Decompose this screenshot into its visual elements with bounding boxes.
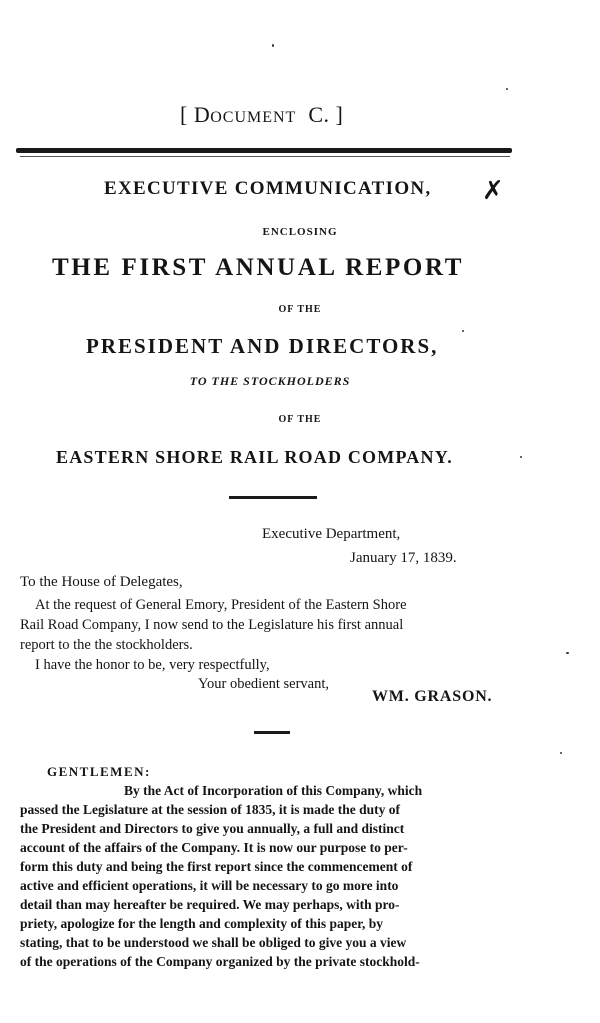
document-label [180,102,343,128]
scan-speck [272,44,274,47]
letter-line: Your obedient servant, [198,676,330,692]
report-line: form this duty and being the first report since the commencement of [20,859,413,874]
report-line: the President and Directors to give you annually, a full and distinct [20,821,405,836]
document-label-open: [ D [180,102,211,127]
report-line: of the operations of the Company organized by the private stockhold- [20,954,420,969]
report-line: passed the Legislature at the session of 1835, it is made the duty of [20,802,401,817]
report-line: stating, that to be understood we shall be obliged to give you a view [20,935,407,950]
letter-line: report to the the stockholders. [20,637,193,653]
letter-department: Executive Department, [262,526,401,542]
title-to-stockholders: TO THE STOCKHOLDERS [189,374,351,388]
scan-speck [520,456,522,458]
scan-speck [560,752,562,754]
document-label-close: C. ] [308,102,344,127]
handwritten-mark-icon: ✗ [482,176,504,206]
top-rule [16,148,512,153]
title-president-directors: PRESIDENT AND DIRECTORS, [86,334,439,358]
title-company-name: EASTERN SHORE RAIL ROAD COMPANY. [56,447,453,467]
report-line: By the Act of Incorporation of this Company, which [124,783,423,798]
report-greeting: GENTLEMEN: [47,764,151,779]
title-of-the-2: OF THE [278,414,322,425]
letter-line: Rail Road Company, I now send to the Legislature his first annual [20,617,404,633]
title-executive-communication: EXECUTIVE COMMUNICATION, [104,178,432,199]
scan-speck [566,652,569,654]
letter-date: January 17, 1839. [350,550,457,566]
report-line: detail than may hereafter be required. We may perhaps, with pro- [20,897,400,912]
top-rule-thin [20,156,510,157]
report-line: priety, apologize for the length and complexity of this paper, by [20,916,384,931]
title-enclosing: ENCLOSING [262,226,338,238]
section-divider-1 [229,496,317,499]
section-divider-2 [254,731,290,734]
report-line: active and efficient operations, it will be necessary to go more into [20,878,399,893]
scan-speck [462,330,464,332]
letter-line: At the request of General Emory, President of the Eastern Shore [35,597,407,613]
letter-signature: WM. GRASON. [372,688,493,705]
title-of-the-1: OF THE [278,304,322,315]
scan-speck [506,88,508,90]
letter-line: I have the honor to be, very respectfully, [35,657,270,673]
report-line: account of the affairs of the Company. It is now our purpose to per- [20,840,408,855]
title-annual-report: THE FIRST ANNUAL REPORT [52,254,465,281]
document-label-small: OCUMENT [210,109,297,126]
letter-addressee: To the House of Delegates, [20,574,183,590]
